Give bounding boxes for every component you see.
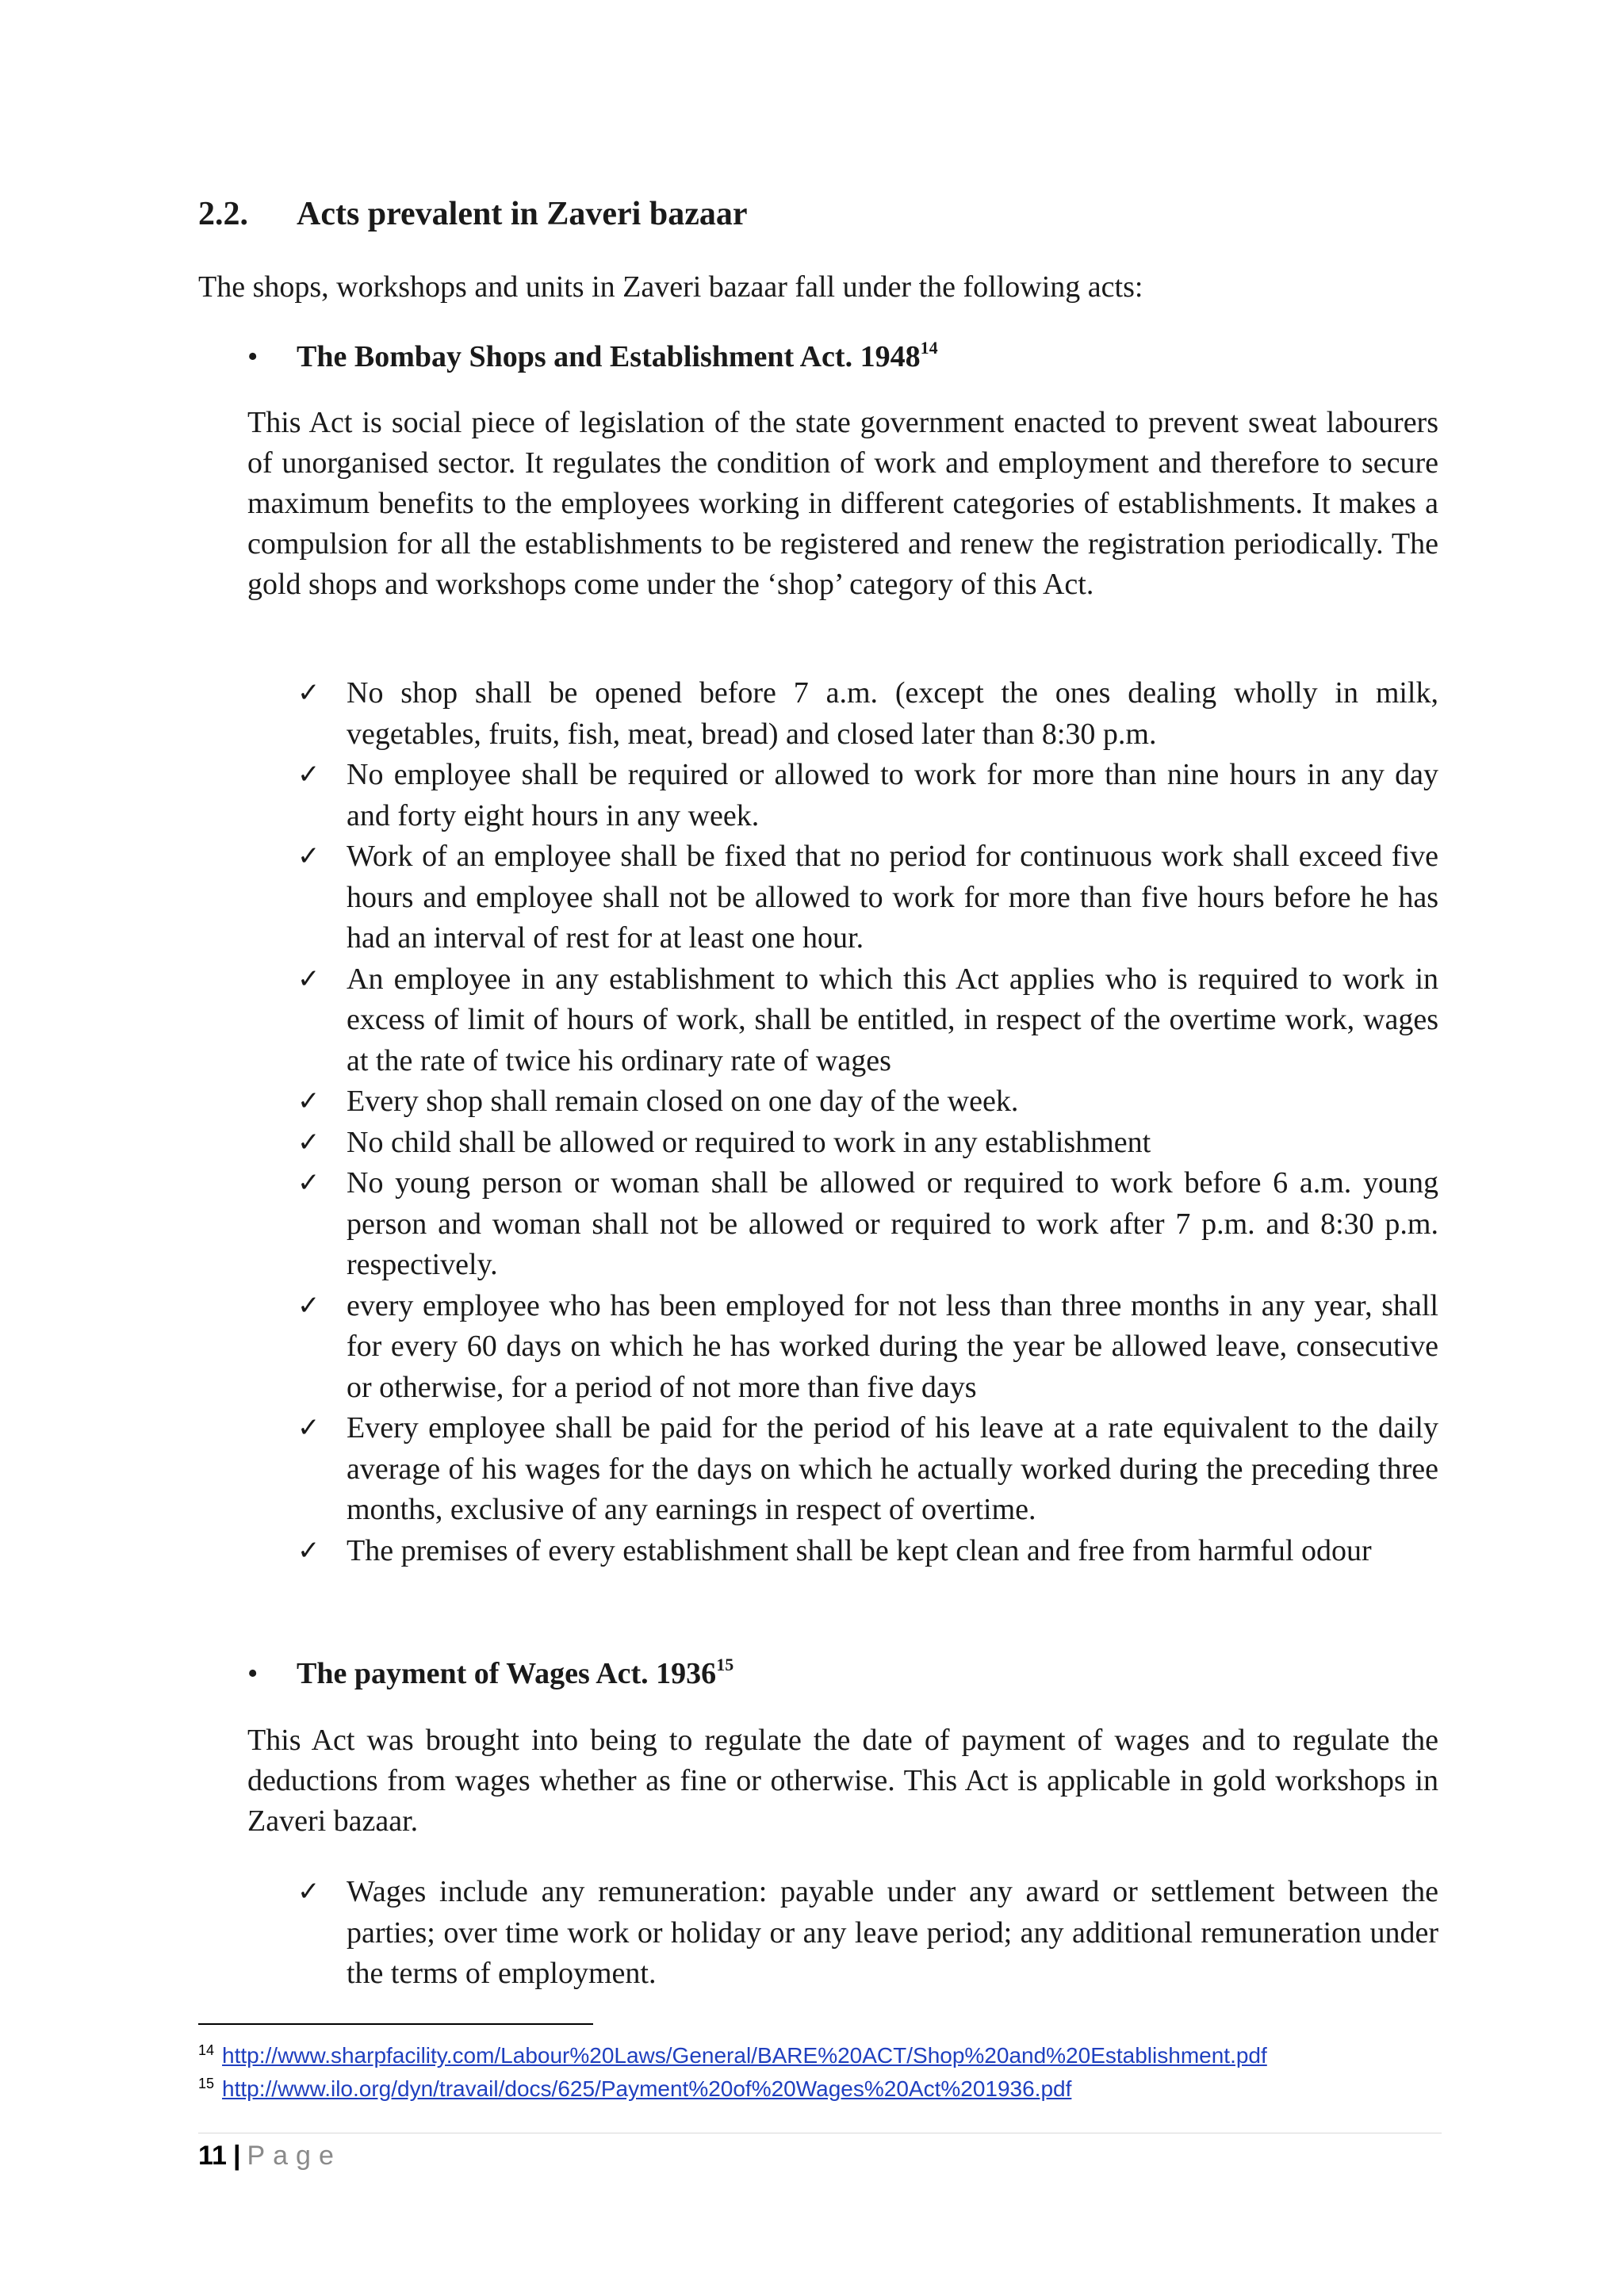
page-footer bbox=[198, 2141, 342, 2172]
intro-paragraph: The shops, workshops and units in Zaveri bazaar fall under the following acts: bbox=[198, 270, 1143, 304]
footnote-link[interactable]: http://www.sharpfacility.com/Labour%20Laws/General/BARE%20ACT/Shop%20and%20Establishment.pdf bbox=[222, 2043, 1267, 2068]
footnote-number: 15 bbox=[198, 2076, 215, 2091]
act-1-provisions-list bbox=[297, 673, 1438, 1571]
act-1-description: This Act is social piece of legislation of the state government enacted to prevent sweat labourers of unorganised sector. It regulates the condition of work and employment and therefore to secure maximum benefits to the employees working in different categories of establishments. It makes a compulsion for all the establishments to be registered and renew the registration periodically. The gold shops and workshops come under the ‘shop’ category of this Act. bbox=[247, 406, 1438, 601]
footnotes bbox=[198, 2039, 1267, 2106]
section-number: 2.2. bbox=[198, 196, 248, 232]
provision-text: Every shop shall remain closed on one day of the week. bbox=[347, 1085, 1019, 1118]
provision-text: No employee shall be required or allowed to work for more than nine hours in any day and forty eight hours in any week. bbox=[347, 758, 1438, 832]
act-1-title-text: The Bombay Shops and Establishment Act. 1948 bbox=[297, 340, 921, 373]
provision-text: Wages include any remuneration: payable under any award or settlement between the parties; over time work or holiday or any leave period; any additional remuneration under the terms of employment. bbox=[347, 1875, 1438, 1990]
provision-text: No young person or woman shall be allowed or required to work before 6 a.m. young person and woman shall not be allowed or required to work after 7 p.m. and 8:30 p.m. respectively. bbox=[347, 1166, 1438, 1281]
checkmark-icon: ✓ bbox=[297, 840, 320, 872]
provision-item bbox=[297, 755, 1438, 836]
act-1-title bbox=[247, 336, 938, 377]
provision-item bbox=[297, 959, 1438, 1082]
act-2-provisions-list bbox=[297, 1872, 1438, 1995]
footnote-ref-14[interactable]: 14 bbox=[920, 338, 938, 358]
provision-item bbox=[297, 1286, 1438, 1409]
provision-text: The premises of every establishment shall be kept clean and free from harmful odour bbox=[347, 1533, 1372, 1567]
bullet-icon: • bbox=[247, 1657, 259, 1690]
checkmark-icon: ✓ bbox=[297, 1126, 320, 1158]
provision-item bbox=[297, 836, 1438, 959]
provision-text: No child shall be allowed or required to work in any establishment bbox=[347, 1125, 1151, 1159]
checkmark-icon: ✓ bbox=[297, 1534, 320, 1567]
provision-text: every employee who has been employed for not less than three months in any year, shall for every 60 days on which he has worked during the year be allowed leave, consecutive or otherwise, for a period of not more than five days bbox=[347, 1288, 1438, 1404]
bullet-icon: • bbox=[247, 340, 259, 373]
provision-item bbox=[297, 1163, 1438, 1286]
provision-text: No shop shall be opened before 7 a.m. (except the ones dealing wholly in milk, vegetables, fruits, fish, meat, bread) and closed later than 8:30 p.m. bbox=[347, 676, 1438, 751]
footnote-ref-15[interactable]: 15 bbox=[716, 1655, 734, 1674]
provision-item bbox=[297, 1081, 1438, 1123]
checkmark-icon: ✓ bbox=[297, 1167, 320, 1199]
page-number: 11 bbox=[198, 2141, 227, 2171]
provision-text: Work of an employee shall be fixed that no period for continuous work shall exceed five hours and employee shall not be allowed to work for more than five hours before he has had an interval of rest for at least one hour. bbox=[347, 840, 1438, 955]
checkmark-icon: ✓ bbox=[297, 1412, 320, 1444]
checkmark-icon: ✓ bbox=[297, 962, 320, 995]
checkmark-icon: ✓ bbox=[297, 1085, 320, 1117]
provision-item bbox=[297, 1872, 1438, 1995]
page-label: Page bbox=[247, 2141, 342, 2171]
footnote-14 bbox=[198, 2039, 1267, 2072]
provision-text: An employee in any establishment to which this Act applies who is required to work in excess of limit of hours of work, shall be entitled, in respect of the overtime work, wages at the rate of twice his ordinary rate of wages bbox=[347, 962, 1438, 1077]
checkmark-icon: ✓ bbox=[297, 1876, 320, 1908]
footnote-link[interactable]: http://www.ilo.org/dyn/travail/docs/625/Payment%20of%20Wages%20Act%201936.pdf bbox=[222, 2076, 1072, 2101]
footnote-separator bbox=[198, 2023, 593, 2025]
act-2-description: This Act was brought into being to regulate the date of payment of wages and to regulate the deductions from wages whether as fine or otherwise. This Act is applicable in gold workshops in Zaveri bazaar. bbox=[247, 1724, 1438, 1838]
footer-separator: | bbox=[232, 2141, 241, 2171]
act-2-title-text: The payment of Wages Act. 1936 bbox=[297, 1657, 717, 1690]
checkmark-icon: ✓ bbox=[297, 1289, 320, 1322]
footnote-number: 14 bbox=[198, 2042, 215, 2058]
checkmark-icon: ✓ bbox=[297, 677, 320, 709]
provision-item bbox=[297, 1408, 1438, 1531]
provision-text: Every employee shall be paid for the period of his leave at a rate equivalent to the daily average of his wages for the days on which he actually worked during the preceding three months, exclusive of any earnings in respect of overtime. bbox=[347, 1411, 1438, 1526]
provision-item bbox=[297, 1531, 1438, 1572]
act-2-title bbox=[247, 1653, 733, 1694]
footnote-15 bbox=[198, 2072, 1267, 2106]
provision-item bbox=[297, 1123, 1438, 1164]
section-heading bbox=[198, 195, 747, 233]
checkmark-icon: ✓ bbox=[297, 759, 320, 790]
provision-item bbox=[297, 673, 1438, 755]
section-title: Acts prevalent in Zaveri bazaar bbox=[297, 196, 748, 232]
